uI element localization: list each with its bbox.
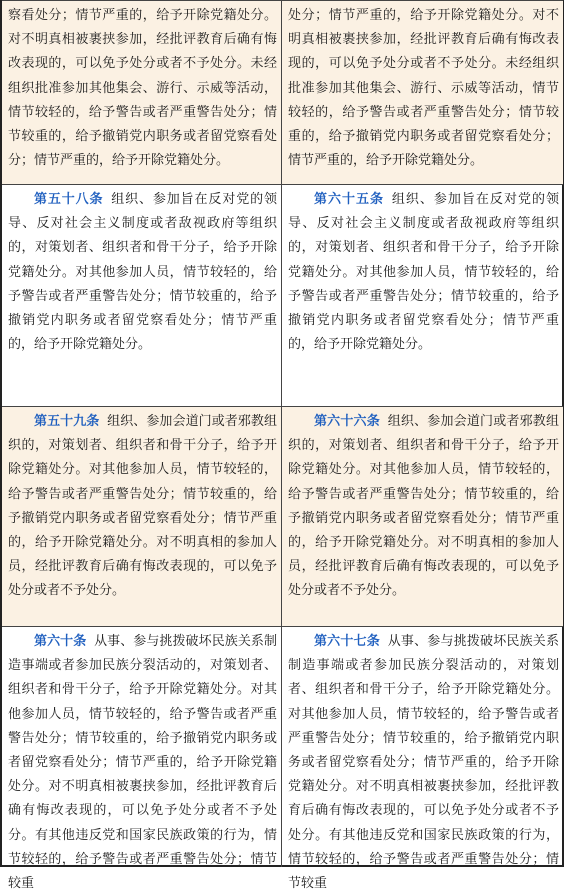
cell-right-row2 [282,184,563,406]
article-text: 组织、参加会道门或者邪教组织的，对策划者、组织者和骨干分子，给予开除党籍处分。对其他参加人员，情节较轻的，给予警告或者严重警告处分；情节较重的，给予撤销党内职务或者留党察看处分；情节严重的，给予开除党籍处分。对不明真相的参加人员，经批评教育后确有悔改表现的，可以免予处分或者不予处分。 [288,414,559,599]
article-number: 第六十六条 [314,414,380,429]
cell-left-row3 [2,406,282,626]
article-number: 第六十条 [34,634,87,649]
article-text: 从事、参与挑拨破坏民族关系制造事端或者参加民族分裂活动的，对策划者、组织者和骨干分子，给予开除党籍处分。对其他参加人员，情节较轻的，给予警告或者严重警告处分；情节较重的，给予撤销党内职务或者留党察看处分；情节严重的，给予开除党籍处分。对不明真相被裹挟参加，经批评教育后确有悔改表现的，可以免予处分或者不予处分。有其他违反党和国家民族政策的行为，情节较轻的，给予警告或者严重警告处分；情节较重 [8,634,277,892]
cell-left-row4 [2,626,282,892]
cell-right-row1 [282,0,563,184]
article-text: 察看处分；情节严重的，给予开除党籍处分。对不明真相被裹挟参加，经批评教育后确有悔改表现的，可以免予处分或者不予处分。未经组织批准参加其他集会、游行、示威等活动，情节较轻的，给予警告或者严重警告处分；情节较重的，给予撤销党内职务或者留党察看处分；情节严重的，给予开除党籍处分。 [8,8,277,169]
article-number: 第六十五条 [314,192,385,207]
article-number: 第五十九条 [34,414,100,429]
article-number: 第六十七条 [314,634,380,649]
article-text: 组织、参加会道门或者邪教组织的，对策划者、组织者和骨干分子，给予开除党籍处分。对其他参加人员，情节较轻的，给予警告或者严重警告处分；情节较重的，给予撤销党内职务或者留党察看处分；情节严重的，给予开除党籍处分。对不明真相的参加人员，经批评教育后确有悔改表现的，可以免予处分或者不予处分。 [8,414,277,599]
cell-right-row4 [282,626,563,892]
article-text: 组织、参加旨在反对党的领导、反对社会主义制度或者敌视政府等组织的，对策划者、组织者和骨干分子，给予开除党籍处分。对其他参加人员，情节较轻的，给予警告或者严重警告处分；情节较重的，给予撤销党内职务或者留党察看处分；情节严重的，给予开除党籍处分。 [8,192,277,353]
cell-left-row2 [2,184,282,406]
cell-left-row1 [2,0,282,184]
article-text: 处分；情节严重的，给予开除党籍处分。对不明真相被裹挟参加，经批评教育后确有悔改表现的，可以免予处分或者不予处分。未经组织批准参加其他集会、游行、示威等活动，情节较轻的，给予警告或者严重警告处分；情节较重的，给予撤销党内职务或者留党察看处分；情节严重的，给予开除党籍处分。 [288,8,559,169]
article-number: 第五十八条 [34,192,104,207]
article-text: 组织、参加旨在反对党的领导、反对社会主义制度或者敌视政府等组织的，对策划者、组织者和骨干分子，给予开除党籍处分。对其他参加人员，情节较轻的，给予警告或者严重警告处分；情节较重的，给予撤销党内职务或者留党察看处分；情节严重的，给予开除党籍处分。 [288,192,559,353]
cell-right-row3 [282,406,563,626]
article-text: 从事、参与挑拨破坏民族关系制造事端或者参加民族分裂活动的，对策划者、组织者和骨干分子，给予开除党籍处分。对其他参加人员，情节较轻的，给予警告或者严重警告处分；情节较重的，给予撤销党内职务或者留党察看处分；情节严重的，给予开除党籍处分。对不明真相被裹挟参加，经批评教育后确有悔改表现的，可以免予处分或者不予处分。有其他违反党和国家民族政策的行为，情节较轻的，给予警告或者严重警告处分；情节较重 [288,634,559,892]
